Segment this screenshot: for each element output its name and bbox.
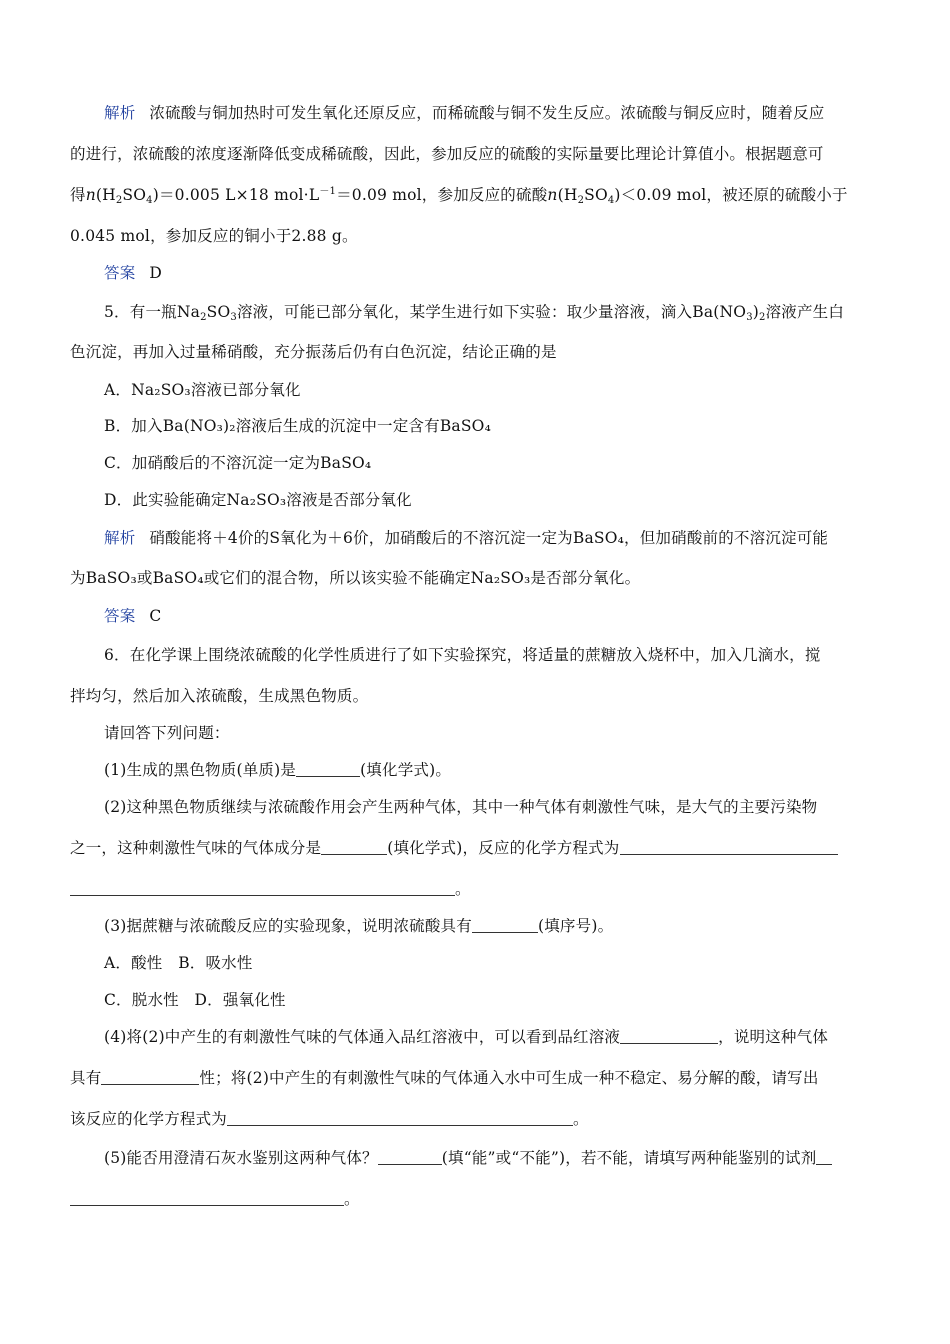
question-5-option-a: A．Na₂SO₃溶液已部分氧化 — [104, 381, 301, 399]
question-6-part-2-line-2: 之一，这种刺激性气味的气体成分是 (填化学式)，反应的化学方程式为 — [70, 838, 882, 858]
question-5-stem-line-2: 色沉淀，再加入过量稀硝酸，充分振荡后仍有白色沉淀，结论正确的是 — [70, 343, 557, 361]
answer-blank[interactable] — [472, 918, 538, 933]
question-6-part-3-options-ab: A．酸性 B．吸水性 — [104, 954, 253, 972]
analysis-4-line-4: 0.045 mol，参加反应的铜小于2.88 g。 — [70, 227, 358, 245]
answer-4-value: D — [149, 264, 163, 282]
answer-5 — [104, 606, 882, 626]
question-6-part-1: (1)生成的黑色物质(单质)是 (填化学式)。 — [104, 761, 452, 779]
question-6-part-2-line-1: (2)这种黑色物质继续与浓硫酸作用会产生两种气体，其中一种气体有刺激性气味，是大气的主要污染物 — [104, 798, 818, 816]
question-5-option-c: C．加硝酸后的不溶沉淀一定为BaSO₄ — [104, 454, 372, 472]
answer-blank[interactable] — [321, 840, 387, 855]
analysis-label: 解析 — [104, 104, 136, 122]
answer-blank[interactable] — [70, 881, 455, 896]
answer-blank[interactable] — [816, 1150, 832, 1165]
question-5-stem-line-1: 5．有一瓶$Na_2SO_3$溶液，可能已部分氧化，某学生进行如下实验：取少量溶液，滴入$Ba(NO_3)_2$溶液产生白 — [104, 303, 845, 323]
answer-blank[interactable] — [227, 1111, 573, 1126]
analysis-4-line-2: 的进行，浓硫酸的浓度逐渐降低变成稀硫酸，因此，参加反应的硫酸的实际量要比理论计算值小。根据题意可 — [70, 145, 824, 163]
answer-label: 答案 — [104, 607, 136, 625]
question-6-part-5-line-1: (5)能否用澄清石灰水鉴别这两种气体？ (填“能”或“不能”)，若不能，请填写两种能鉴别的试剂 — [104, 1148, 882, 1168]
answer-5-value: C — [149, 607, 162, 625]
question-6-prompt: 请回答下列问题： — [104, 724, 230, 742]
answer-label: 答案 — [104, 264, 136, 282]
question-6-part-2-line-3: 。 — [70, 879, 882, 899]
answer-blank[interactable] — [101, 1070, 199, 1085]
question-6-part-4-line-3: 该反应的化学方程式为 。 — [70, 1110, 589, 1128]
answer-4 — [104, 263, 882, 283]
answer-blank[interactable] — [296, 762, 360, 777]
analysis-5-line-1: 解析 硝酸能将＋4价的S氧化为＋6价，加硝酸后的不溶沉淀一定为BaSO₄，但加硝酸前的不溶沉淀可能 — [104, 529, 829, 547]
question-6-stem-line-1: 6．在化学课上围绕浓硫酸的化学性质进行了如下实验探究，将适量的蔗糖放入烧杯中，加入几滴水，搅 — [104, 646, 821, 664]
answer-blank[interactable] — [620, 1029, 718, 1044]
question-6-part-3: (3)据蔗糖与浓硫酸反应的实验现象，说明浓硫酸具有 (填序号)。 — [104, 917, 614, 935]
question-5-option-d: D．此实验能确定Na₂SO₃溶液是否部分氧化 — [104, 491, 412, 509]
question-6-part-3-options-cd: C．脱水性 D．强氧化性 — [104, 991, 286, 1009]
analysis-4-line-3: 得$n(H_2SO_4)=0.005$ L×18 $mol\cdot L^{-1}=0.09$ mol，参加反应的硫酸$n(H_2SO_4)<0.09$ mol，被还原的硫酸小于 — [70, 186, 848, 206]
question-6-part-5-line-2: 。 — [70, 1189, 882, 1209]
answer-blank[interactable] — [70, 1191, 344, 1206]
analysis-label: 解析 — [104, 529, 136, 547]
question-6-stem-line-2: 拌均匀，然后加入浓硫酸，生成黑色物质。 — [70, 687, 369, 705]
answer-blank[interactable] — [378, 1150, 442, 1165]
answer-blank[interactable] — [620, 840, 838, 855]
analysis-4-line-1: 解析 浓硫酸与铜加热时可发生氧化还原反应，而稀硫酸与铜不发生反应。浓硫酸与铜反应时，随着反应 — [104, 104, 825, 122]
question-6-part-4-line-2: 具有 性；将(2)中产生的有刺激性气味的气体通入水中可生成一种不稳定、易分解的酸，请写出 — [70, 1069, 819, 1087]
analysis-5-line-2: 为BaSO₃或BaSO₄或它们的混合物，所以该实验不能确定Na₂SO₃是否部分氧化。 — [70, 569, 641, 587]
question-6-part-4-line-1: (4)将(2)中产生的有刺激性气味的气体通入品红溶液中，可以看到品红溶液 ，说明这种气体 — [104, 1028, 829, 1046]
question-5-option-b: B．加入Ba(NO₃)₂溶液后生成的沉淀中一定含有BaSO₄ — [104, 417, 491, 435]
